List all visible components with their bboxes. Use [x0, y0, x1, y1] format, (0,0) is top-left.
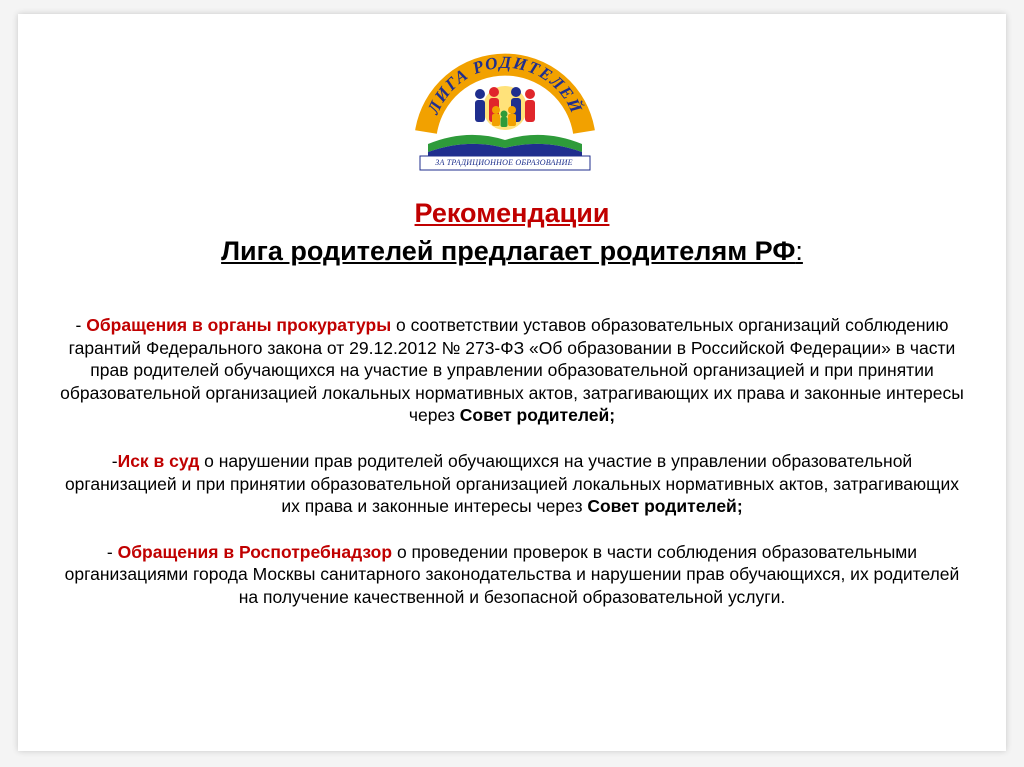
- para-highlight: Обращения в органы прокуратуры: [86, 315, 392, 335]
- recommendation-lawsuit: [58, 450, 966, 518]
- title-subheading-text: Лига родителей предлагает родителям РФ: [221, 236, 796, 266]
- liga-roditeley-logo: [412, 36, 598, 184]
- title-block: [18, 194, 1006, 270]
- recommendations-body: [58, 314, 966, 632]
- open-book-icon: [428, 135, 582, 156]
- para-highlight: Обращения в Роспотребнадзор: [117, 541, 393, 562]
- logo-tagline: ЗА ТРАДИЦИОННОЕ ОБРАЗОВАНИЕ: [435, 158, 573, 167]
- para-bold-end: Совет родителей;: [459, 405, 616, 426]
- title-subheading: [18, 232, 1006, 270]
- para-last-line: на получение качественной и безопасной образовательной услуги.: [238, 586, 786, 607]
- para-prefix: -: [75, 315, 87, 335]
- recommendation-rospotrebnadzor: [58, 541, 966, 609]
- para-prefix: -: [106, 541, 118, 562]
- recommendation-prosecutor: [58, 314, 966, 427]
- para-text: о соответствии уставов образовательных организаций соблюдению гарантий Федерального закона от 29.12.2012 № 273-ФЗ «Об образовании в Российской Федерации» в части прав родителей обучающихся на участие в управлении образовательной организацией и при принятии образовательной организацией локальных нормативных актов, затрагивающих их права и законные интересы через: [60, 315, 964, 426]
- title-colon: :: [795, 236, 803, 266]
- para-bold-end: Совет родителей;: [587, 496, 743, 517]
- para-prefix: -: [111, 450, 118, 471]
- para-text: о нарушении прав родителей обучающихся на участие в управлении образовательной организацией и при принятии образовательной организацией локальных нормативных актов, затрагивающих их права и законные интересы через: [64, 450, 960, 517]
- para-highlight: Иск в суд: [117, 450, 200, 471]
- logo-arc-text: ЛИГА РОДИТЕЛЕЙ: [423, 52, 587, 117]
- para-text: о проведении проверок в части соблюдения образовательными организациями города Москвы санитарного законодательства и нарушении прав обучающихся, их родителей: [64, 541, 960, 585]
- title-recommendations: Рекомендации: [414, 198, 610, 228]
- slide: [18, 14, 1006, 751]
